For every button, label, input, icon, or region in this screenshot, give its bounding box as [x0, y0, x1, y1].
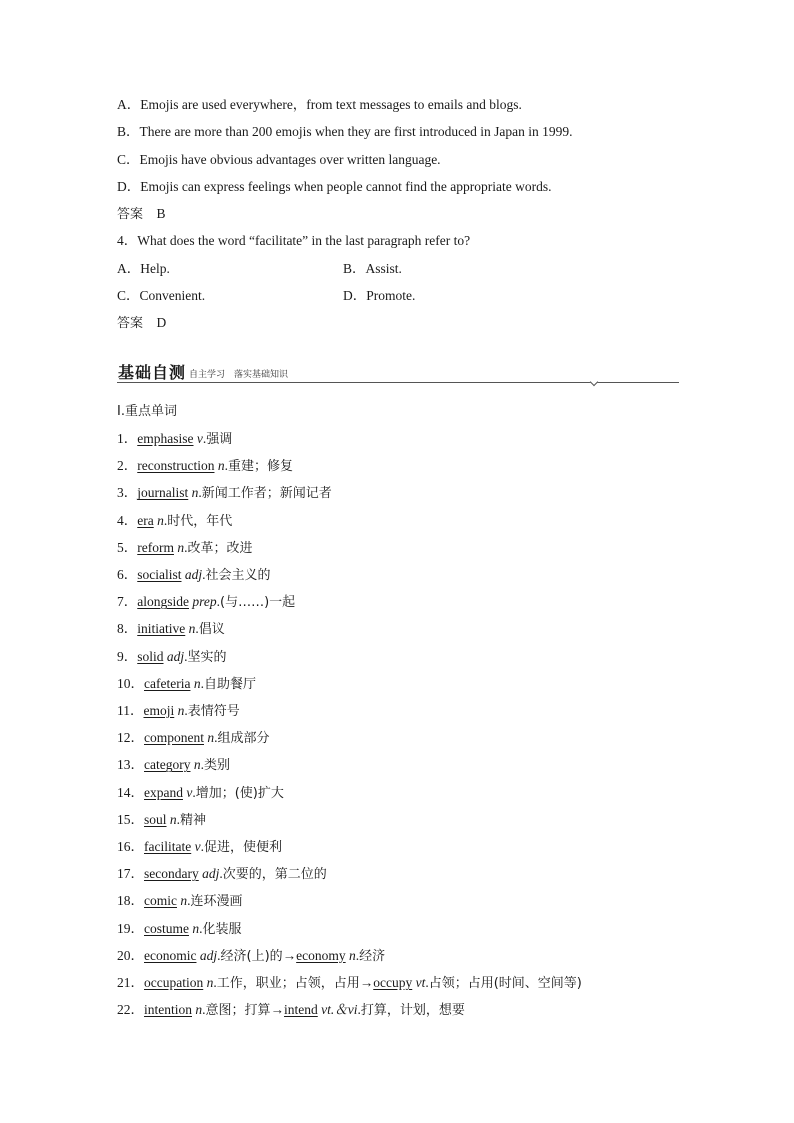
vocab-meaning: 坚实的 [187, 649, 227, 665]
vocab-meaning: 次要的，第二位的 [222, 867, 327, 883]
vocab-related-pos: vt.＆vi [321, 1002, 358, 1018]
vocab-meaning: 表情符号 [187, 704, 240, 719]
vocab-word: reconstruction [137, 458, 215, 474]
vocab-pos-dot: . [200, 675, 204, 691]
vocab-meaning: 经济(上)的 [220, 948, 283, 964]
vocab-pos: n [157, 512, 164, 528]
vocab-pos: v [194, 839, 201, 854]
q4-options-row-1 [117, 260, 517, 278]
vocab-pos: n [177, 703, 185, 718]
vocab-number: 14． [117, 784, 144, 800]
vocab-item-derived [117, 1001, 465, 1020]
vocab-related-pos: vt [415, 975, 426, 990]
vocab-item [117, 892, 243, 911]
vocab-word: journalist [137, 485, 189, 501]
vocab-number: 21． [117, 975, 144, 990]
vocab-number: 9． [117, 648, 138, 664]
vocab-number: 19． [117, 920, 144, 936]
vocab-item-derived [117, 947, 385, 966]
vocab-item [117, 920, 242, 939]
vocab-word: economic [144, 947, 197, 963]
subheading-key-words: Ⅰ.重点单词 [117, 404, 177, 419]
vocab-pos-dot: . [184, 539, 188, 555]
vocab-pos-dot: . [200, 757, 204, 773]
vocab-pos-dot: . [200, 839, 204, 854]
vocab-pos-dot: . [357, 1002, 361, 1018]
vocab-word: facilitate [144, 839, 192, 854]
vocab-pos-dot: . [224, 458, 228, 474]
vocab-item [117, 784, 284, 803]
vocab-meaning: 促进，使便利 [203, 840, 282, 855]
vocab-pos: n [177, 539, 185, 555]
vocab-number: 22． [117, 1002, 144, 1018]
vocab-number: 15． [117, 811, 144, 827]
vocab-item [117, 457, 293, 476]
vocab-word: expand [144, 784, 183, 800]
arrow-icon: → [359, 975, 374, 990]
vocab-number: 11． [117, 703, 144, 718]
vocab-word: solid [137, 648, 164, 664]
vocab-word: socialist [137, 567, 182, 582]
vocab-pos: n [207, 730, 215, 746]
vocab-pos-dot: . [214, 730, 218, 746]
vocab-number: 16． [117, 839, 144, 854]
q3-option-c: C．Emojis have obvious advantages over written language. [117, 152, 441, 167]
vocab-item [117, 865, 327, 884]
vocab-pos: adj [202, 866, 220, 882]
vocab-number: 13． [117, 757, 144, 773]
vocab-meaning: 时代，年代 [167, 513, 233, 529]
vocab-number: 3． [117, 485, 138, 501]
vocab-word: costume [144, 920, 189, 936]
vocab-item [117, 648, 227, 667]
q3-option-d: D．Emojis can express feelings when people cannot find the appropriate words. [117, 179, 552, 194]
vocab-meaning: 意图；打算 [205, 1003, 271, 1019]
vocab-item [117, 838, 282, 857]
vocab-pos: n [191, 485, 199, 501]
vocab-related-meaning: 打算，计划，想要 [360, 1003, 465, 1019]
vocab-pos: n [188, 621, 196, 637]
vocab-pos: n [169, 811, 177, 827]
vocab-pos-dot: . [198, 485, 202, 501]
vocab-item [117, 729, 270, 748]
vocab-meaning: 组成部分 [217, 731, 270, 747]
vocab-number: 6． [117, 567, 138, 582]
vocab-number: 1． [117, 431, 138, 446]
vocab-pos-dot: . [425, 975, 429, 990]
vocab-number: 4． [117, 512, 138, 528]
vocab-item [117, 702, 240, 721]
vocab-related-word: intend [284, 1002, 318, 1018]
vocab-number: 17． [117, 866, 144, 882]
vocab-pos: n [180, 893, 188, 909]
vocab-pos: n [192, 920, 200, 936]
vocab-related-meaning: 占领；占用(时间、空间等) [428, 976, 582, 991]
vocab-pos-dot: . [216, 594, 220, 610]
vocab-word: soul [144, 811, 167, 827]
vocab-number: 5． [117, 539, 138, 555]
vocab-item [117, 512, 232, 531]
vocab-item [117, 620, 225, 639]
vocab-item [117, 756, 230, 775]
vocab-meaning: 类别 [203, 758, 230, 774]
vocab-meaning: (与……)一起 [220, 595, 296, 611]
vocab-pos-dot: . [219, 866, 223, 882]
arrow-icon: → [270, 1002, 285, 1018]
vocab-pos: adj [166, 648, 185, 664]
vocab-word: reform [137, 539, 174, 555]
vocab-pos: n [217, 458, 225, 474]
vocab-pos: v [196, 431, 203, 446]
q4-option-d: D．Promote. [343, 288, 416, 303]
vocab-pos-dot: . [202, 431, 207, 446]
q4-options-row-2 [117, 287, 517, 305]
vocab-pos: v [186, 784, 193, 800]
vocab-pos-dot: . [202, 567, 206, 582]
vocab-word: emoji [143, 703, 175, 718]
vocab-item [117, 593, 295, 612]
vocab-pos-dot: . [195, 621, 199, 637]
vocab-pos: n [193, 757, 201, 773]
vocab-meaning: 自助餐厅 [203, 676, 256, 692]
section-title: 基础自测 [118, 363, 187, 382]
vocab-item-derived [117, 974, 582, 993]
q4-answer: 答案 D [117, 315, 167, 331]
q3-option-a: A．Emojis are used everywhere，from text messages to emails and blogs. [117, 97, 522, 112]
vocab-word: emphasise [137, 431, 194, 446]
vocab-item [117, 811, 206, 830]
vocab-word: alongside [137, 594, 189, 610]
vocab-pos: adj [199, 947, 218, 963]
vocab-meaning: 连环漫画 [190, 894, 243, 910]
vocab-pos-dot: . [176, 811, 181, 827]
vocab-number: 20． [117, 947, 144, 963]
vocab-number: 12． [117, 730, 144, 746]
vocab-meaning: 新闻工作者；新闻记者 [201, 486, 332, 502]
vocab-meaning: 化装服 [202, 921, 242, 937]
vocab-pos: n [195, 1002, 203, 1018]
vocab-word: cafeteria [144, 675, 191, 691]
vocab-number: 7． [117, 594, 138, 610]
q4-stem: 4．What does the word “facilitate” in the last paragraph refer to? [117, 233, 471, 248]
vocab-meaning: 倡议 [198, 622, 225, 638]
vocab-item [117, 539, 253, 558]
vocab-related-meaning: 经济 [359, 948, 386, 964]
vocab-pos: n [193, 675, 201, 691]
vocab-pos-dot: . [202, 1002, 206, 1018]
vocab-number: 10． [117, 675, 144, 691]
vocab-meaning: 改革；改进 [187, 540, 253, 556]
vocab-word: category [144, 757, 191, 773]
vocab-pos-dot: . [187, 893, 191, 909]
vocab-pos-dot: . [217, 947, 221, 963]
arrow-icon: → [282, 947, 297, 963]
vocab-item [117, 484, 332, 503]
vocab-word: secondary [144, 866, 199, 882]
vocab-word: initiative [137, 621, 186, 637]
q4-option-a: A．Help. [117, 261, 170, 276]
vocab-meaning: 强调 [206, 432, 233, 447]
vocab-word: occupation [144, 975, 204, 990]
vocab-pos: adj [184, 567, 203, 582]
vocab-pos-dot: . [184, 648, 188, 664]
vocab-related-pos: n [349, 947, 356, 963]
vocab-number: 2． [117, 458, 138, 474]
vocab-related-word: occupy [373, 975, 413, 990]
vocab-item [117, 430, 232, 449]
vocab-word: component [144, 730, 204, 746]
section-header [117, 360, 679, 384]
q3-answer: 答案 B [117, 206, 166, 222]
vocab-pos-dot: . [192, 784, 196, 800]
divider-notch-icon [590, 378, 598, 386]
vocab-meaning: 重建；修复 [227, 459, 293, 475]
vocab-pos-dot: . [355, 947, 360, 963]
vocab-pos-dot: . [199, 920, 203, 936]
vocab-pos-dot: . [184, 703, 188, 718]
vocab-meaning: 工作，职业；占领，占用 [216, 976, 360, 991]
vocab-pos-dot: . [213, 975, 217, 990]
section-subtitle: 自主学习 落实基础知识 [189, 370, 289, 380]
vocab-meaning: 精神 [180, 812, 207, 828]
q4-option-b: B．Assist. [343, 261, 402, 276]
vocab-word: intention [144, 1002, 192, 1018]
vocab-pos-dot: . [163, 512, 168, 528]
vocab-word: comic [144, 893, 177, 909]
vocab-pos: prep [192, 594, 217, 610]
vocab-pos: n [206, 975, 214, 990]
vocab-item [117, 675, 256, 694]
vocab-item [117, 566, 271, 585]
vocab-number: 18． [117, 893, 144, 909]
vocab-number: 8． [117, 621, 138, 637]
vocab-word: era [137, 512, 154, 528]
vocab-related-word: economy [296, 947, 346, 963]
q3-option-b: B．There are more than 200 emojis when they are first introduced in Japan in 1999. [117, 124, 573, 139]
vocab-meaning: 社会主义的 [205, 568, 271, 583]
vocab-meaning: 增加；(使)扩大 [195, 785, 284, 801]
q4-option-c: C．Convenient. [117, 288, 206, 303]
